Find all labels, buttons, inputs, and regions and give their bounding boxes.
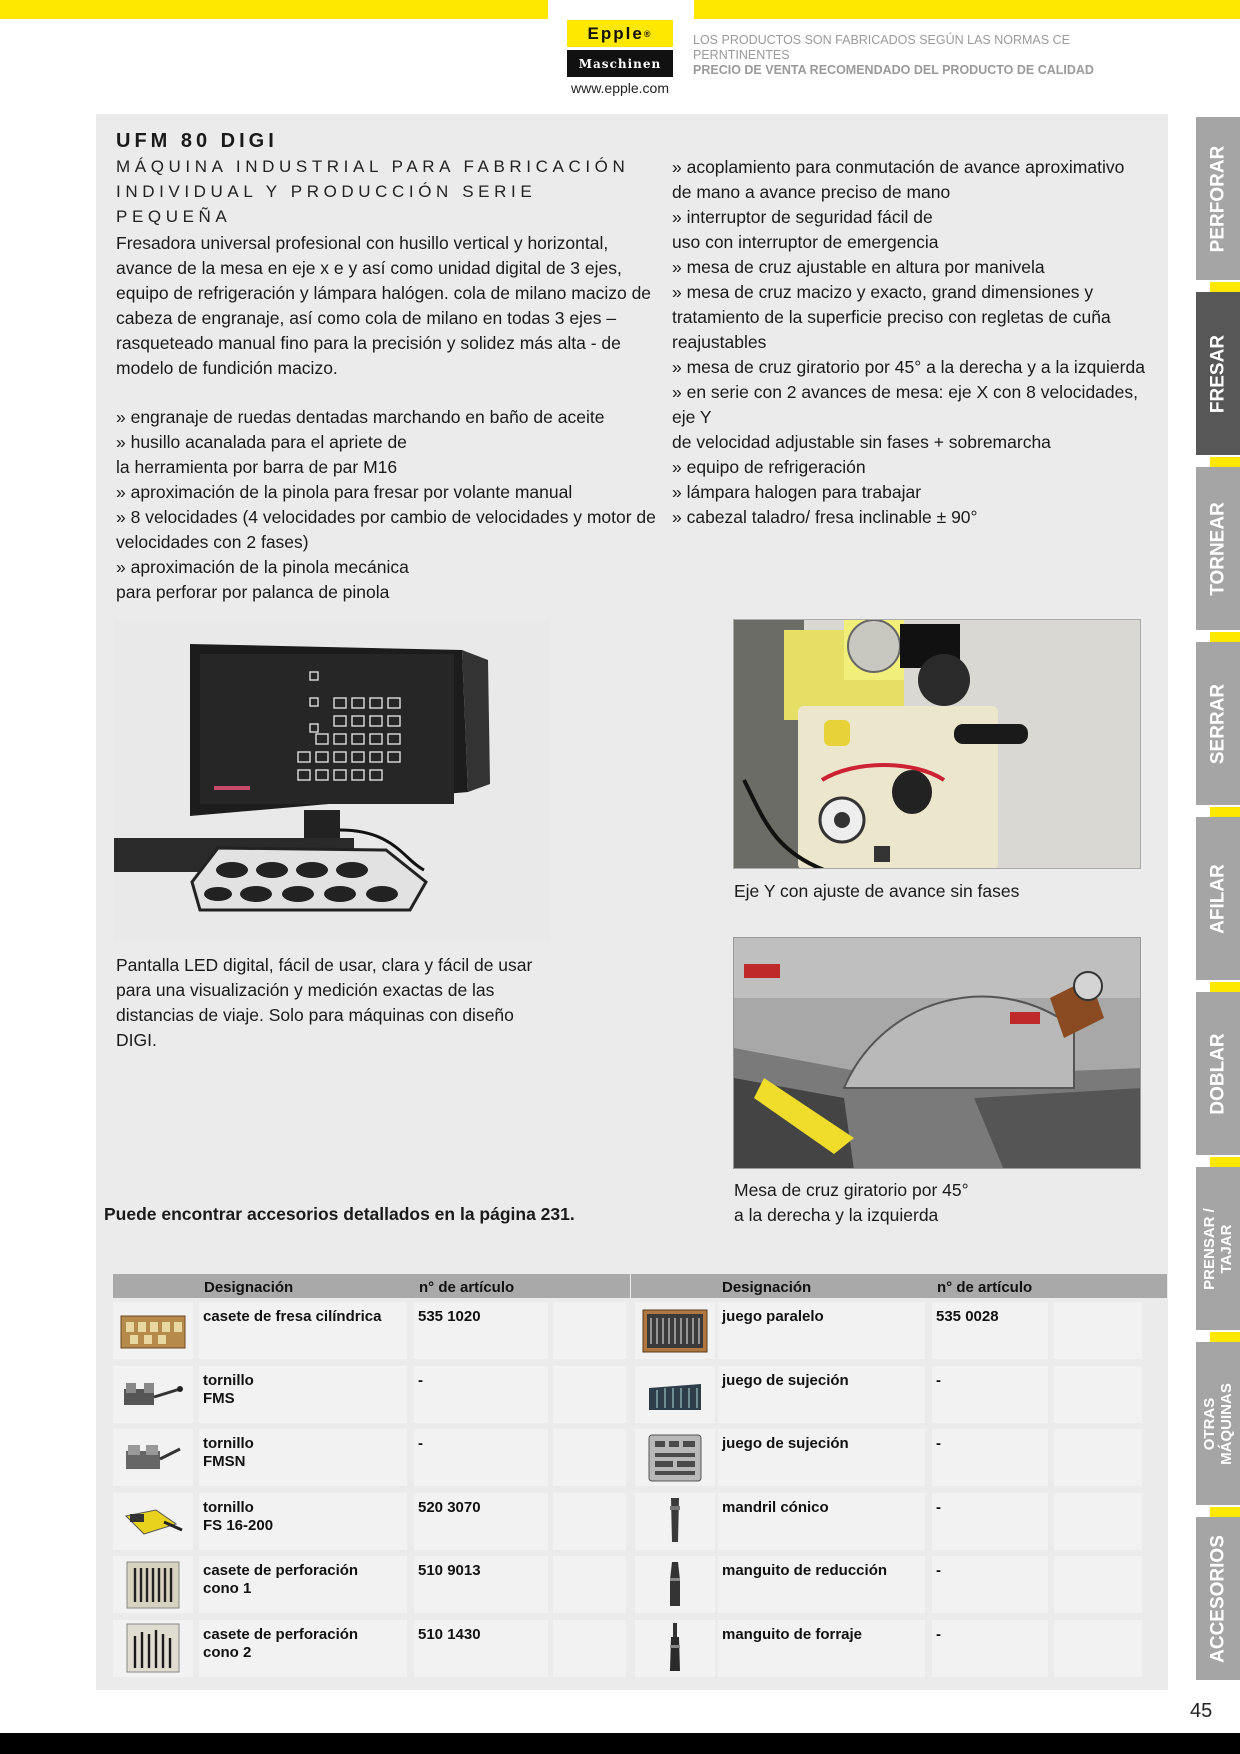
article-cell: - [414,1366,548,1423]
parallel-set-icon [635,1302,715,1359]
table-header [631,1274,1167,1298]
feature-item: » aproximación de la pinola mecánica [116,557,409,577]
designation-line: cono 1 [203,1580,252,1597]
designation-line: FMS [203,1389,235,1407]
feature-item: » husillo acanalada para el apriete de [116,432,407,452]
tab-doblar[interactable] [1196,992,1240,1155]
rotating-table-caption [734,1178,1134,1228]
tab-accent [1210,1507,1240,1517]
empty-cell [1054,1556,1142,1613]
empty-cell [553,1302,626,1359]
table-row [631,1616,1167,1680]
product-title: UFM 80 DIGI [116,130,278,152]
reduction-sleeve-icon [635,1556,715,1613]
designation-cell: manguito de reducción [718,1556,925,1613]
norms-notice [693,33,1133,78]
article-cell: - [414,1429,548,1486]
tab-serrar[interactable] [1196,642,1240,805]
tab-label: FRESAR [1207,334,1229,414]
empty-cell [1054,1302,1142,1359]
designation-cell: juego de sujeción [718,1366,925,1423]
feature-item: » interruptor de seguridad fácil de [672,207,933,227]
feature-item: » cabezal taladro/ fresa inclinable ± 90° [672,507,978,527]
designation-line: FS 16-200 [203,1516,274,1534]
page-number: 45 [1190,1700,1213,1722]
clamping-case-icon [635,1429,715,1486]
tab-label: TORNEAR [1207,502,1229,596]
designation-cell: manguito de forraje [718,1620,925,1677]
features-list-right [672,155,1152,530]
article-cell: 535 1020 [414,1302,548,1359]
yellow-vise-icon [113,1493,193,1550]
tab-accesorios[interactable] [1196,1517,1240,1680]
caption-line: Mesa de cruz giratorio por 45° [734,1180,969,1200]
feature-item: » aproximación de la pinola para fresar por volante manual [116,482,573,502]
norms-line-2: PERNTINENTES [693,48,790,62]
accessories-table-right [631,1274,1167,1679]
norms-line-3: PRECIO DE VENTA RECOMENDADO DEL PRODUCTO DE CALIDAD [693,63,1094,77]
header-designation: Designación [204,1279,294,1296]
designation-line: casete de perforación [203,1562,359,1579]
tab-accent [1210,1157,1240,1167]
designation-line: tornillo [203,1498,254,1516]
empty-cell [553,1366,626,1423]
accessories-note: Puede encontrar accesorios detallados en la página 231. [104,1204,575,1224]
header-yellow-bar-left [0,0,548,19]
tab-label [1201,1208,1235,1290]
table-row [631,1362,1167,1426]
table-row [113,1616,630,1680]
norms-line-1: LOS PRODUCTOS SON FABRICADOS SEGÚN LAS NORMAS CE [693,33,1070,47]
accessories-table-left [113,1274,630,1679]
feature-item: » en serie con 2 avances de mesa: eje X con 8 velocidades, eje Y [672,382,1138,427]
y-axis-feed-photo [733,619,1141,869]
drill-case-icon [113,1620,193,1677]
empty-cell [553,1620,626,1677]
tab-accent [1210,457,1240,467]
empty-cell [1054,1429,1142,1486]
tab-label [1201,1383,1235,1465]
designation-cell [199,1620,407,1677]
designation-cell: juego paralelo [718,1302,925,1359]
designation-line: FMSN [203,1453,246,1470]
tab-afilar[interactable] [1196,817,1240,980]
article-cell: - [932,1429,1048,1486]
designation-cell [199,1366,407,1423]
machine-vise-icon [113,1366,193,1423]
tab-accent [1210,632,1240,642]
clamping-kit-icon [635,1366,715,1423]
feature-item: » mesa de cruz ajustable en altura por manivela [672,257,1045,277]
feature-item: de velocidad adjustable sin fases + sobremarcha [672,432,1051,452]
drill-sleeve-icon [635,1620,715,1677]
feature-item: la herramienta por barra de par M16 [116,457,398,477]
tab-accent [1210,807,1240,817]
empty-cell [1054,1493,1142,1550]
designation-line: tornillo [203,1371,254,1389]
header-yellow-bar-right [694,0,1240,19]
table-row [631,1298,1167,1362]
caption-line: a la derecha y la izquierda [734,1205,939,1225]
table-row [631,1425,1167,1489]
header-designation: Designación [722,1279,812,1296]
tab-label: DOBLAR [1207,1033,1229,1115]
tab-label-line: TAJAR [1218,1224,1235,1274]
tab-prensar-tajar[interactable] [1196,1167,1240,1330]
designation-cell [199,1556,407,1613]
empty-cell [1054,1366,1142,1423]
table-header [113,1274,630,1298]
feature-item: » lámpara halogen para trabajar [672,482,922,502]
empty-cell [553,1493,626,1550]
feature-item: para perforar por palanca de pinola [116,582,390,602]
article-cell: 510 9013 [414,1556,548,1613]
tab-label-line: OTRAS [1201,1397,1218,1451]
designation-cell: mandril cónico [718,1493,925,1550]
logo-top-text: Epple [587,23,644,43]
table-row [631,1552,1167,1616]
table-row [113,1362,630,1426]
header-article: n° de artículo [419,1279,515,1296]
tab-label: ACCESORIOS [1207,1535,1229,1663]
led-display-caption: Pantalla LED digital, fácil de usar, clara y fácil de usar para una visualización y medición exactas de las distancias de viaje. Solo para máquinas con diseño DIGI. [116,955,533,1050]
feature-item: » acoplamiento para conmutación de avance aproximativo [672,157,1125,177]
table-row [113,1425,630,1489]
designation-cell: juego de sujeción [718,1429,925,1486]
website-link[interactable]: www.epple.com [570,80,670,96]
designation-cell [199,1302,407,1359]
tab-tornear[interactable] [1196,467,1240,630]
empty-cell [553,1556,626,1613]
table-row [113,1552,630,1616]
feature-item: » equipo de refrigeración [672,457,866,477]
designation-cell [199,1429,407,1486]
taper-arbor-icon [635,1493,715,1550]
table-row [113,1298,630,1362]
feature-item: » 8 velocidades (4 velocidades por cambio de velocidades y motor de velocidades con 2 fases) [116,507,656,552]
feature-item: » mesa de cruz giratorio por 45° a la derecha y a la izquierda [672,357,1145,377]
article-cell: - [932,1493,1048,1550]
footer-black-bar [0,1733,1240,1754]
designation-line: cono 2 [203,1643,252,1661]
table-row [113,1489,630,1553]
milling-cutter-set-icon [113,1302,193,1359]
designation-line: casete de perforación [203,1625,359,1643]
tab-accent [1210,1332,1240,1342]
feature-item: de mano a avance preciso de mano [672,182,951,202]
logo-registered-mark: ® [643,28,653,39]
header-article: n° de artículo [937,1279,1033,1296]
designation-line: tornillo [203,1435,254,1452]
designation-cell [199,1493,407,1550]
led-display-photo [114,620,550,942]
tab-label: AFILAR [1207,864,1229,934]
product-subtitle: MÁQUINA INDUSTRIAL PARA FABRICACIÓN INDIVIDUAL Y PRODUCCIÓN SERIE PEQUEÑA [116,157,630,226]
article-cell: - [932,1556,1048,1613]
drill-case-icon [113,1556,193,1613]
epple-logo [567,20,673,77]
tab-label-line: PRENSAR / [1201,1208,1218,1290]
tab-label-line: MÁQUINAS [1218,1383,1235,1465]
tab-label: PERFORAR [1207,145,1229,253]
y-axis-caption: Eje Y con ajuste de avance sin fases [734,881,1020,901]
article-cell: 510 1430 [414,1620,548,1677]
logo-bottom-text: Maschinen [567,50,673,77]
tab-accent [1210,982,1240,992]
tab-otras-maquinas[interactable] [1196,1342,1240,1505]
features-list-left [116,405,656,605]
rotating-table-photo [733,937,1141,1169]
article-cell: - [932,1620,1048,1677]
article-cell: 535 0028 [932,1302,1048,1359]
empty-cell [1054,1620,1142,1677]
feature-item: uso con interruptor de emergencia [672,232,939,252]
tab-label: SERRAR [1207,683,1229,765]
machine-vise-icon [113,1429,193,1486]
feature-item: » mesa de cruz macizo y exacto, grand dimensiones y tratamiento de la superficie preciso con regletas de cuña reajustables [672,282,1111,352]
article-cell: 520 3070 [414,1493,548,1550]
table-row [631,1489,1167,1553]
product-intro: Fresadora universal profesional con husillo vertical y horizontal, avance de la mesa en eje x e y así como unidad digital de 3 ejes, equipo de refrigeración y lámpara halógen. cola de milano macizo de cabeza de engranaje, así como cola de milano en todas 3 ejes – rasqueteado manual fino para la precisión y solidez más alta - de modelo de fundición macizo. [116,233,652,378]
tab-fresar[interactable] [1196,292,1240,455]
designation-line: casete de fresa cilíndrica [203,1308,382,1325]
feature-item: » engranaje de ruedas dentadas marchando en baño de aceite [116,407,605,427]
tab-perforar[interactable] [1196,117,1240,280]
empty-cell [553,1429,626,1486]
article-cell: - [932,1366,1048,1423]
tab-accent [1210,282,1240,292]
